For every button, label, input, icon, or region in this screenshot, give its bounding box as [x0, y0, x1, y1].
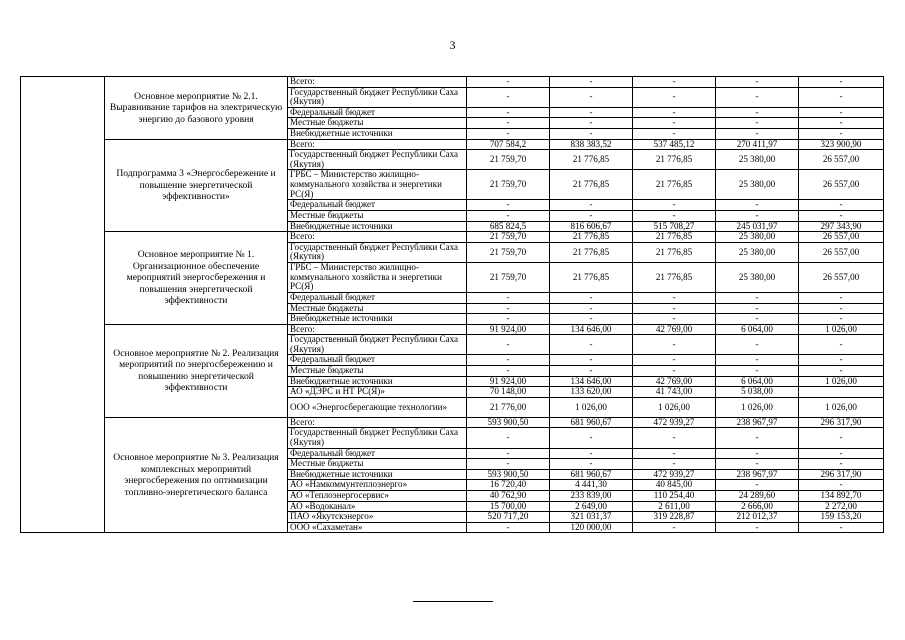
amount-cell: -: [467, 366, 550, 377]
funding-source-cell: Государственный бюджет Республики Саха (Якутия): [288, 87, 467, 107]
amount-cell: 323 900,90: [799, 139, 884, 150]
amount-cell: -: [550, 107, 633, 118]
funding-source-cell: Федеральный бюджет: [288, 107, 467, 118]
amount-cell: -: [633, 355, 716, 366]
amount-cell: 91 924,00: [467, 376, 550, 387]
amount-cell: -: [799, 459, 884, 470]
amount-cell: -: [633, 128, 716, 139]
amount-cell: -: [467, 292, 550, 303]
amount-cell: 238 967,97: [716, 469, 799, 480]
amount-cell: 321 031,37: [550, 512, 633, 523]
funding-source-cell: ПАО «Якутскэнерго»: [288, 512, 467, 523]
amount-cell: 296 317,90: [799, 469, 884, 480]
amount-cell: -: [467, 314, 550, 325]
funding-source-cell: Местные бюджеты: [288, 459, 467, 470]
amount-cell: 26 557,00: [799, 262, 884, 292]
amount-cell: 1 026,00: [799, 397, 884, 417]
amount-cell: 21 776,85: [633, 150, 716, 170]
amount-cell: -: [799, 210, 884, 221]
amount-cell: -: [716, 77, 799, 88]
funding-source-cell: ООО «Энергосберегающие технологии»: [288, 397, 467, 417]
amount-cell: 26 557,00: [799, 242, 884, 262]
amount-cell: 212 012,37: [716, 512, 799, 523]
amount-cell: -: [633, 303, 716, 314]
funding-source-cell: Федеральный бюджет: [288, 355, 467, 366]
amount-cell: 593 900,50: [467, 469, 550, 480]
amount-cell: 42 769,00: [633, 376, 716, 387]
funding-source-cell: Федеральный бюджет: [288, 448, 467, 459]
footnote-separator: [413, 601, 493, 602]
amount-cell: -: [550, 292, 633, 303]
amount-cell: -: [716, 448, 799, 459]
amount-cell: -: [467, 128, 550, 139]
amount-cell: 233 839,00: [550, 491, 633, 502]
amount-cell: -: [799, 118, 884, 129]
amount-cell: 26 557,00: [799, 232, 884, 243]
amount-cell: 520 717,20: [467, 512, 550, 523]
amount-cell: 134 646,00: [550, 376, 633, 387]
amount-cell: -: [799, 428, 884, 448]
amount-cell: 25 380,00: [716, 242, 799, 262]
amount-cell: -: [799, 292, 884, 303]
amount-cell: -: [550, 87, 633, 107]
amount-cell: 6 064,00: [716, 324, 799, 335]
amount-cell: 1 026,00: [716, 397, 799, 417]
funding-source-cell: АО «ДЭРС и НТ РС(Я)»: [288, 387, 467, 398]
funding-source-cell: Местные бюджеты: [288, 303, 467, 314]
amount-cell: 685 824,5: [467, 221, 550, 232]
amount-cell: -: [633, 87, 716, 107]
amount-cell: 472 939,27: [633, 469, 716, 480]
amount-cell: -: [716, 428, 799, 448]
amount-cell: -: [799, 314, 884, 325]
funding-source-cell: Местные бюджеты: [288, 118, 467, 129]
amount-cell: 238 967,97: [716, 417, 799, 428]
amount-cell: -: [799, 335, 884, 355]
amount-cell: 21 776,85: [550, 150, 633, 170]
amount-cell: 681 960,67: [550, 417, 633, 428]
amount-cell: -: [716, 87, 799, 107]
program-name-cell: Подпрограмма 3 «Энергосбережение и повышение энергетической эффективности»: [105, 139, 288, 232]
funding-source-cell: Всего:: [288, 77, 467, 88]
amount-cell: 110 254,40: [633, 491, 716, 502]
amount-cell: -: [716, 210, 799, 221]
table-row: [21, 139, 884, 150]
funding-source-cell: Внебюджетные источники: [288, 469, 467, 480]
amount-cell: 26 557,00: [799, 170, 884, 200]
amount-cell: -: [633, 200, 716, 211]
page-number: 3: [449, 38, 456, 52]
amount-cell: 70 148,00: [467, 387, 550, 398]
amount-cell: -: [633, 292, 716, 303]
amount-cell: 2 272,00: [799, 501, 884, 512]
amount-cell: 21 776,85: [550, 232, 633, 243]
funding-source-cell: ООО «Сахаметан»: [288, 522, 467, 533]
amount-cell: -: [467, 428, 550, 448]
amount-cell: -: [633, 107, 716, 118]
amount-cell: 21 776,85: [550, 170, 633, 200]
amount-cell: -: [467, 107, 550, 118]
funding-source-cell: Внебюджетные источники: [288, 221, 467, 232]
amount-cell: 270 411,97: [716, 139, 799, 150]
funding-source-cell: ГРБС – Министерство жилищно-коммунального хозяйства и энергетики РС(Я): [288, 262, 467, 292]
amount-cell: 25 380,00: [716, 232, 799, 243]
amount-cell: -: [467, 335, 550, 355]
funding-source-cell: Государственный бюджет Республики Саха (Якутия): [288, 242, 467, 262]
amount-cell: 134 892,70: [799, 491, 884, 502]
amount-cell: 838 383,52: [550, 139, 633, 150]
amount-cell: 40 845,00: [633, 480, 716, 491]
amount-cell: 24 289,60: [716, 491, 799, 502]
amount-cell: -: [550, 77, 633, 88]
funding-source-cell: АО «Водоканал»: [288, 501, 467, 512]
amount-cell: 515 708,27: [633, 221, 716, 232]
amount-cell: -: [799, 107, 884, 118]
funding-source-cell: Государственный бюджет Республики Саха (Якутия): [288, 150, 467, 170]
amount-cell: -: [716, 459, 799, 470]
amount-cell: -: [550, 118, 633, 129]
amount-cell: -: [550, 303, 633, 314]
amount-cell: 40 762,90: [467, 491, 550, 502]
amount-cell: -: [633, 366, 716, 377]
empty-column-cell: [21, 77, 105, 533]
amount-cell: 472 939,27: [633, 417, 716, 428]
amount-cell: -: [550, 314, 633, 325]
funding-source-cell: Внебюджетные источники: [288, 128, 467, 139]
amount-cell: 319 228,87: [633, 512, 716, 523]
amount-cell: 21 776,85: [633, 262, 716, 292]
funding-source-cell: Государственный бюджет Республики Саха (Якутия): [288, 428, 467, 448]
table-row: [21, 417, 884, 428]
amount-cell: -: [716, 303, 799, 314]
table-row: [21, 77, 884, 88]
amount-cell: 6 064,00: [716, 376, 799, 387]
amount-cell: -: [467, 448, 550, 459]
amount-cell: 21 776,85: [633, 170, 716, 200]
amount-cell: 5 038,00: [716, 387, 799, 398]
funding-source-cell: АО «Теплоэнергосервис»: [288, 491, 467, 502]
amount-cell: -: [467, 118, 550, 129]
amount-cell: 816 606,67: [550, 221, 633, 232]
amount-cell: 297 343,90: [799, 221, 884, 232]
amount-cell: -: [467, 355, 550, 366]
amount-cell: -: [799, 87, 884, 107]
amount-cell: 245 031,97: [716, 221, 799, 232]
amount-cell: -: [633, 314, 716, 325]
amount-cell: 21 776,85: [633, 232, 716, 243]
program-name-cell: Основное мероприятие № 2. Реализация мероприятий по энергосбережению и повышению энергетической эффективности: [105, 324, 288, 417]
amount-cell: 21 776,85: [633, 242, 716, 262]
amount-cell: 1 026,00: [799, 324, 884, 335]
amount-cell: 2 666,00: [716, 501, 799, 512]
amount-cell: -: [550, 128, 633, 139]
amount-cell: 2 611,00: [633, 501, 716, 512]
amount-cell: 681 960,67: [550, 469, 633, 480]
funding-source-cell: ГРБС – Министерство жилищно-коммунального хозяйства и энергетики РС(Я): [288, 170, 467, 200]
amount-cell: -: [550, 428, 633, 448]
amount-cell: -: [550, 366, 633, 377]
amount-cell: -: [799, 448, 884, 459]
amount-cell: -: [716, 355, 799, 366]
amount-cell: 120 000,00: [550, 522, 633, 533]
funding-source-cell: Всего:: [288, 417, 467, 428]
amount-cell: 25 380,00: [716, 150, 799, 170]
amount-cell: -: [467, 77, 550, 88]
amount-cell: -: [799, 303, 884, 314]
amount-cell: -: [716, 128, 799, 139]
amount-cell: -: [716, 314, 799, 325]
amount-cell: -: [550, 459, 633, 470]
funding-source-cell: Местные бюджеты: [288, 366, 467, 377]
amount-cell: -: [799, 128, 884, 139]
amount-cell: -: [550, 448, 633, 459]
program-name-cell: Основное мероприятие № 3. Реализация комплексных мероприятий энергосбережения по оптимизации топливно-энергетического баланса: [105, 417, 288, 533]
amount-cell: -: [799, 77, 884, 88]
funding-source-cell: АО «Намкоммунтеплоэнерго»: [288, 480, 467, 491]
amount-cell: 21 759,70: [467, 150, 550, 170]
amount-cell: 707 584,2: [467, 139, 550, 150]
amount-cell: -: [716, 480, 799, 491]
amount-cell: 21 759,70: [467, 262, 550, 292]
amount-cell: 25 380,00: [716, 262, 799, 292]
amount-cell: 21 776,85: [550, 242, 633, 262]
amount-cell: 21 776,85: [550, 262, 633, 292]
table-row: [21, 324, 884, 335]
amount-cell: -: [467, 303, 550, 314]
amount-cell: -: [716, 292, 799, 303]
amount-cell: 2 649,00: [550, 501, 633, 512]
amount-cell: 593 900,50: [467, 417, 550, 428]
amount-cell: 21 776,00: [467, 397, 550, 417]
amount-cell: -: [633, 77, 716, 88]
amount-cell: -: [633, 459, 716, 470]
amount-cell: -: [550, 200, 633, 211]
funding-source-cell: Внебюджетные источники: [288, 314, 467, 325]
funding-source-cell: Местные бюджеты: [288, 210, 467, 221]
amount-cell: 134 646,00: [550, 324, 633, 335]
amount-cell: 1 026,00: [799, 376, 884, 387]
funding-source-cell: Всего:: [288, 139, 467, 150]
table-body: [21, 77, 884, 533]
amount-cell: 159 153,20: [799, 512, 884, 523]
amount-cell: -: [716, 200, 799, 211]
amount-cell: 16 720,40: [467, 480, 550, 491]
amount-cell: 15 700,00: [467, 501, 550, 512]
funding-source-cell: Внебюджетные источники: [288, 376, 467, 387]
amount-cell: -: [799, 522, 884, 533]
amount-cell: -: [716, 335, 799, 355]
amount-cell: -: [550, 335, 633, 355]
amount-cell: 133 620,00: [550, 387, 633, 398]
amount-cell: -: [799, 355, 884, 366]
amount-cell: -: [467, 522, 550, 533]
amount-cell: 21 759,70: [467, 232, 550, 243]
amount-cell: 537 485,12: [633, 139, 716, 150]
amount-cell: [799, 387, 884, 398]
program-name-cell: Основное мероприятие № 2.1. Выравнивание тарифов на электрическую энергию до базового уровня: [105, 77, 288, 140]
funding-source-cell: Федеральный бюджет: [288, 200, 467, 211]
amount-cell: -: [550, 210, 633, 221]
amount-cell: -: [799, 366, 884, 377]
budget-table: [20, 76, 884, 533]
amount-cell: 296 317,90: [799, 417, 884, 428]
amount-cell: -: [467, 210, 550, 221]
amount-cell: -: [550, 355, 633, 366]
amount-cell: 21 759,70: [467, 242, 550, 262]
amount-cell: 25 380,00: [716, 170, 799, 200]
amount-cell: 21 759,70: [467, 170, 550, 200]
table-row: [21, 232, 884, 243]
amount-cell: -: [716, 107, 799, 118]
amount-cell: -: [716, 522, 799, 533]
amount-cell: -: [716, 118, 799, 129]
amount-cell: 1 026,00: [633, 397, 716, 417]
amount-cell: -: [633, 210, 716, 221]
amount-cell: -: [467, 87, 550, 107]
amount-cell: -: [716, 366, 799, 377]
amount-cell: 91 924,00: [467, 324, 550, 335]
program-name-cell: Основное мероприятие № 1. Организационное обеспечение мероприятий энергосбережения и повышения энергетической эффективности: [105, 232, 288, 325]
amount-cell: -: [467, 200, 550, 211]
amount-cell: -: [633, 428, 716, 448]
funding-source-cell: Государственный бюджет Республики Саха (Якутия): [288, 335, 467, 355]
amount-cell: 26 557,00: [799, 150, 884, 170]
amount-cell: 42 769,00: [633, 324, 716, 335]
amount-cell: -: [467, 459, 550, 470]
amount-cell: -: [633, 522, 716, 533]
amount-cell: 41 743,00: [633, 387, 716, 398]
funding-source-cell: Федеральный бюджет: [288, 292, 467, 303]
amount-cell: -: [633, 448, 716, 459]
amount-cell: 1 026,00: [550, 397, 633, 417]
amount-cell: -: [799, 480, 884, 491]
funding-source-cell: Всего:: [288, 232, 467, 243]
amount-cell: -: [633, 335, 716, 355]
funding-source-cell: Всего:: [288, 324, 467, 335]
amount-cell: -: [633, 118, 716, 129]
amount-cell: 4 441,30: [550, 480, 633, 491]
amount-cell: -: [799, 200, 884, 211]
